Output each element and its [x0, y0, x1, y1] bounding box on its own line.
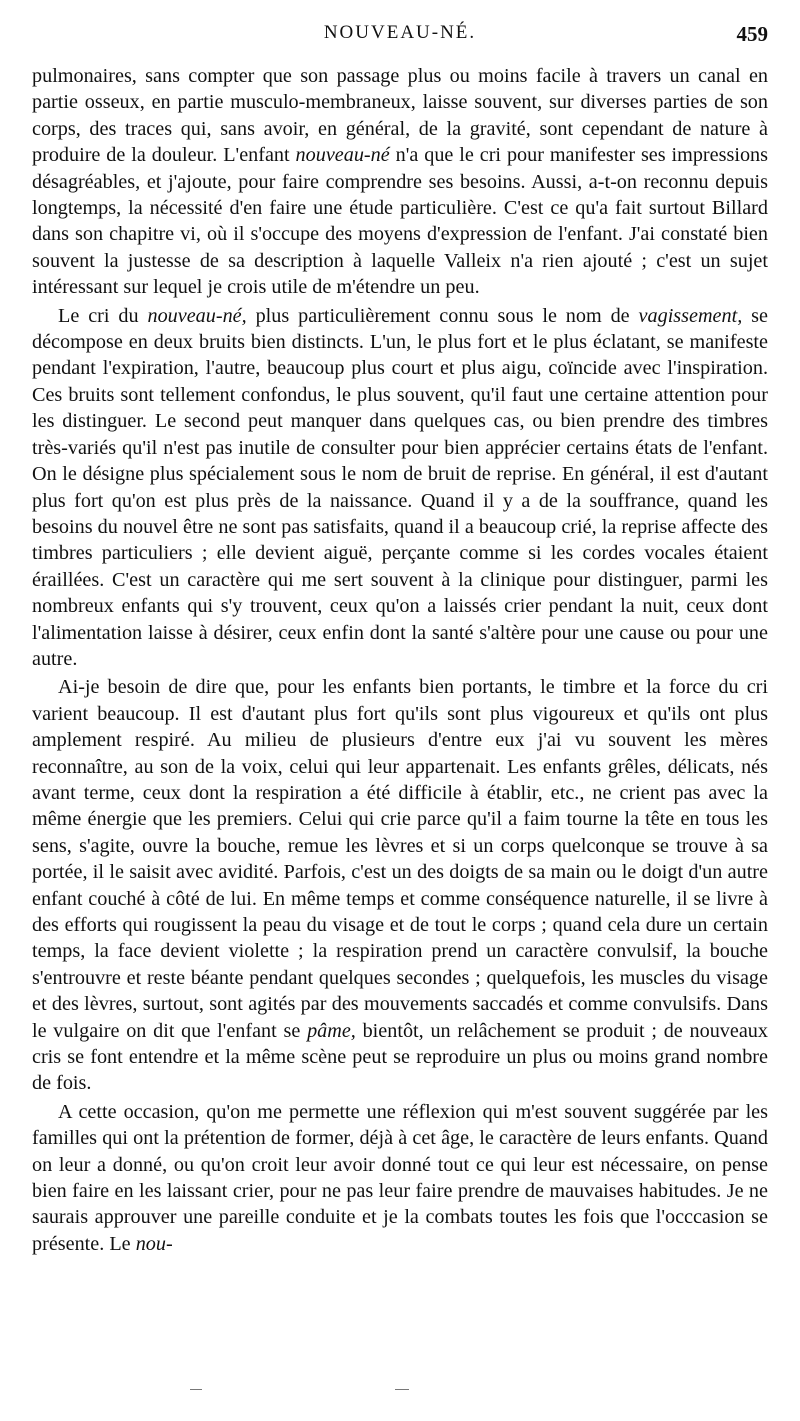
italic-run: nou-: [135, 1232, 173, 1255]
footer-marks: [190, 1386, 440, 1392]
running-title: NOUVEAU-NÉ.: [323, 22, 477, 43]
running-head: [32, 22, 768, 52]
text-run: Le cri du: [58, 304, 148, 327]
text-run: se décompose en deux bruits bien distincts. L'un, le plus fort et le plus éclatant, se manifeste pendant l'expiration, l'autre, beaucoup plus court et plus aigu, coïncide avec l'inspiration. Ces bruits sont tellement confondus, le plus souvent, qu'il faut une certaine attention pour les distinguer. Le second peut manquer dans quelques cas, ou bien prendre des timbres très-variés qu'il n'est pas inutile de consulter pour bien apprécier certains états de l'enfant. On le désigne plus spécialement sous le nom de bruit de reprise. En général, il est d'autant plus fort qu'on est plus près de la naissance. Quand il y a de la souffrance, quand les besoins du nouvel être ne sont pas satisfaits, quand il a beaucoup crié, la reprise affecte des timbres particuliers ; elle devient aiguë, perçante comme si les cordes vocales étaient éraillées. C'est un caractère qui me sert souvent à la clinique pour distinguer, parmi les nombreux enfants qui s'y trouvent, ceux qu'on a laissés crier pendant la nuit, ceux dont l'alimentation laisse à désirer, ceux enfin dont la santé s'altère pour une cause ou pour une autre.: [32, 304, 768, 670]
paragraph-4: [32, 1099, 768, 1257]
paragraph-3: [32, 674, 768, 1097]
italic-run: nouveau-né,: [147, 304, 247, 327]
text-run: Ai-je besoin de dire que, pour les enfants bien portants, le timbre et la force du cri varient beaucoup. Il est d'autant plus fort qu'ils sont plus vigoureux et qu'ils ont plus amplement respiré. Au milieu de plusieurs d'entre eux j'ai vu souvent les mères reconnaître, au son de la voix, celui qui leur appartenait. Les enfants grêles, délicats, nés avant terme, ceux dont la respiration a été difficile à établir, etc., ne crient pas avec la même énergie que les premiers. Celui qui crie parce qu'il a faim tourne la tête en tous les sens, s'agite, ouvre la bouche, remue les lèvres et si un corps quelconque se trouve à sa portée, il le saisit avec avidité. Parfois, c'est un des doigts de sa main ou le doigt d'un autre enfant couché à côté de lui. En même temps et comme conséquence naturelle, il se livre à des efforts qui rougissent la peau du visage et de tout le corps ; quand cela dure un certain temps, la face devient violette ; la respiration prend un caractère convulsif, la bouche s'entrouvre et reste béante pendant quelques secondes ; quelquefois, les muscles du visage et des lèvres, surtout, sont agités par des mouvements saccadés et comme convulsifs. Dans le vulgaire on dit que l'enfant se: [32, 676, 768, 1042]
text-run: plus particulièrement connu sous le nom de: [246, 304, 639, 327]
text-run: bientôt, un relâchement se produit ; de nouveaux cris se font entendre et la même scène peut se reproduire un plus ou moins grand nombre de fois.: [32, 1019, 768, 1095]
italic-run: pâme,: [307, 1019, 356, 1042]
body-text: [32, 63, 768, 1257]
text-run: n'a que le cri pour manifester ses impressions désagréables, et j'ajoute, pour faire comprendre ses besoins. Aussi, a-t-on reconnu depuis longtemps, la nécessité d'en faire une étude particulière. C'est ce qu'a fait surtout Billard dans son chapitre vi, où il s'occupe des moyens d'expression de l'enfant. J'ai constaté bien souvent la justesse de sa description à laquelle Valleix n'a rien ajouté ; c'est un sujet intéressant sur lequel je crois utile de m'étendre un peu.: [32, 144, 768, 299]
page-number: 459: [736, 22, 768, 46]
print-mark: [190, 1389, 202, 1390]
text-run: pulmonaires, sans compter que son passage plus ou moins facile à travers un canal en partie osseux, en partie musculo-membraneux, laisse souvent, sur diverses parties de son corps, des traces qui, sans avoir, en général, de la gravité, sont cependant de nature à produire de la douleur. L'enfant: [32, 65, 768, 167]
paragraph-2: [32, 303, 768, 673]
print-mark: [395, 1389, 409, 1390]
text-run: A cette occasion, qu'on me permette une réflexion qui m'est souvent suggérée par les familles qui ont la prétention de former, déjà à cet âge, le caractère de leurs enfants. Quand on leur a donné, ou qu'on croit leur avoir donné tout ce qui leur est nécessaire, on pense bien faire en les laissant crier, pour ne pas leur faire prendre de mauvaises habitudes. Je ne saurais approuver une pareille conduite et je la combats toutes les fois que l'occcasion se présente. Le: [32, 1100, 768, 1255]
italic-run: vagissement,: [638, 304, 743, 327]
paragraph-1: [32, 63, 768, 301]
italic-run: nouveau-né: [295, 144, 390, 167]
